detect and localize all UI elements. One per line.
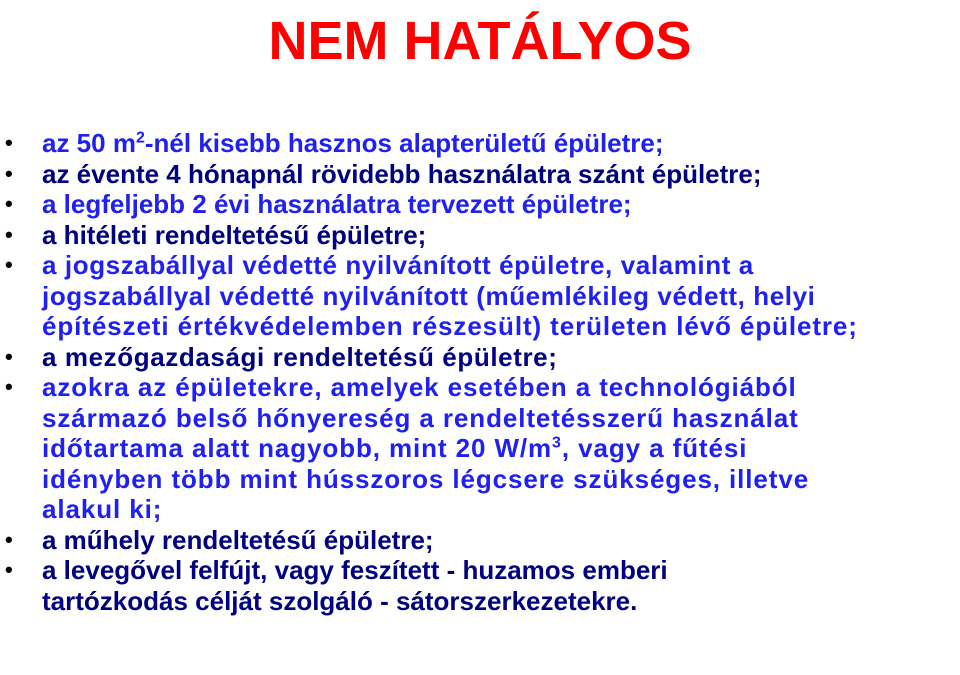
list-item-line: jogszabállyal védetté nyilvánított (műemlékileg védett, helyi [42, 280, 816, 311]
superscript: 2 [135, 129, 145, 147]
list-item-line: a levegővel felfújt, vagy feszített - huzamos emberi [42, 555, 668, 585]
bullet-icon: • [5, 221, 13, 247]
bullet-icon: • [5, 526, 13, 552]
list-item-text: a legfeljebb 2 évi használatra tervezett épületre; [42, 189, 632, 219]
list-item-line: építészeti értékvédelemben részesült) területen lévő épületre; [42, 311, 858, 341]
bullet-icon: • [5, 374, 13, 399]
bullet-icon: • [5, 557, 13, 582]
list-item-text: időtartama alatt nagyobb, mint 20 W/m [42, 433, 553, 463]
list-item [0, 555, 960, 616]
bullet-icon: • [5, 130, 13, 155]
list-item-text: az évente 4 hónapnál rövidebb használatra szánt épületre; [42, 158, 762, 189]
list-item [0, 525, 960, 556]
list-item-line: alakul ki; [42, 494, 163, 524]
list-item [0, 159, 960, 190]
list-item [0, 189, 960, 220]
bullet-list [0, 128, 960, 616]
bullet-icon: • [5, 191, 13, 216]
list-item-text: , vagy a fűtési [561, 433, 748, 463]
superscript: 3 [552, 434, 562, 452]
list-item-line: idényben több mint hússzoros légcsere szükséges, illetve [42, 463, 810, 494]
bullet-icon: • [5, 343, 13, 369]
list-item-text: a hitéleti rendeltetésű épületre; [42, 219, 427, 250]
bullet-icon: • [5, 160, 13, 186]
bullet-icon: • [5, 252, 13, 277]
list-item-line: a jogszabállyal védetté nyilvánított épületre, valamint a [42, 250, 754, 280]
list-item [0, 250, 960, 342]
list-item-line: származó belső hőnyereség a rendeltetésszerű használat [42, 402, 799, 433]
list-item-text: a mezőgazdasági rendeltetésű épületre; [42, 341, 558, 372]
list-item-text: a műhely rendeltetésű épületre; [42, 524, 434, 555]
list-item-text: -nél kisebb hasznos alapterületű épületre; [144, 128, 664, 158]
list-item [0, 128, 960, 159]
list-item-line: tartózkodás célját szolgáló - sátorszerkezetekre. [42, 585, 638, 616]
list-item-text: az 50 m [42, 128, 136, 158]
list-item [0, 220, 960, 251]
list-item-line [42, 433, 960, 464]
list-item [0, 372, 960, 525]
page-title: NEM HATÁLYOS [268, 11, 692, 71]
list-item-line: azokra az épületekre, amelyek esetében a technológiából [42, 372, 797, 402]
list-item [0, 342, 960, 373]
